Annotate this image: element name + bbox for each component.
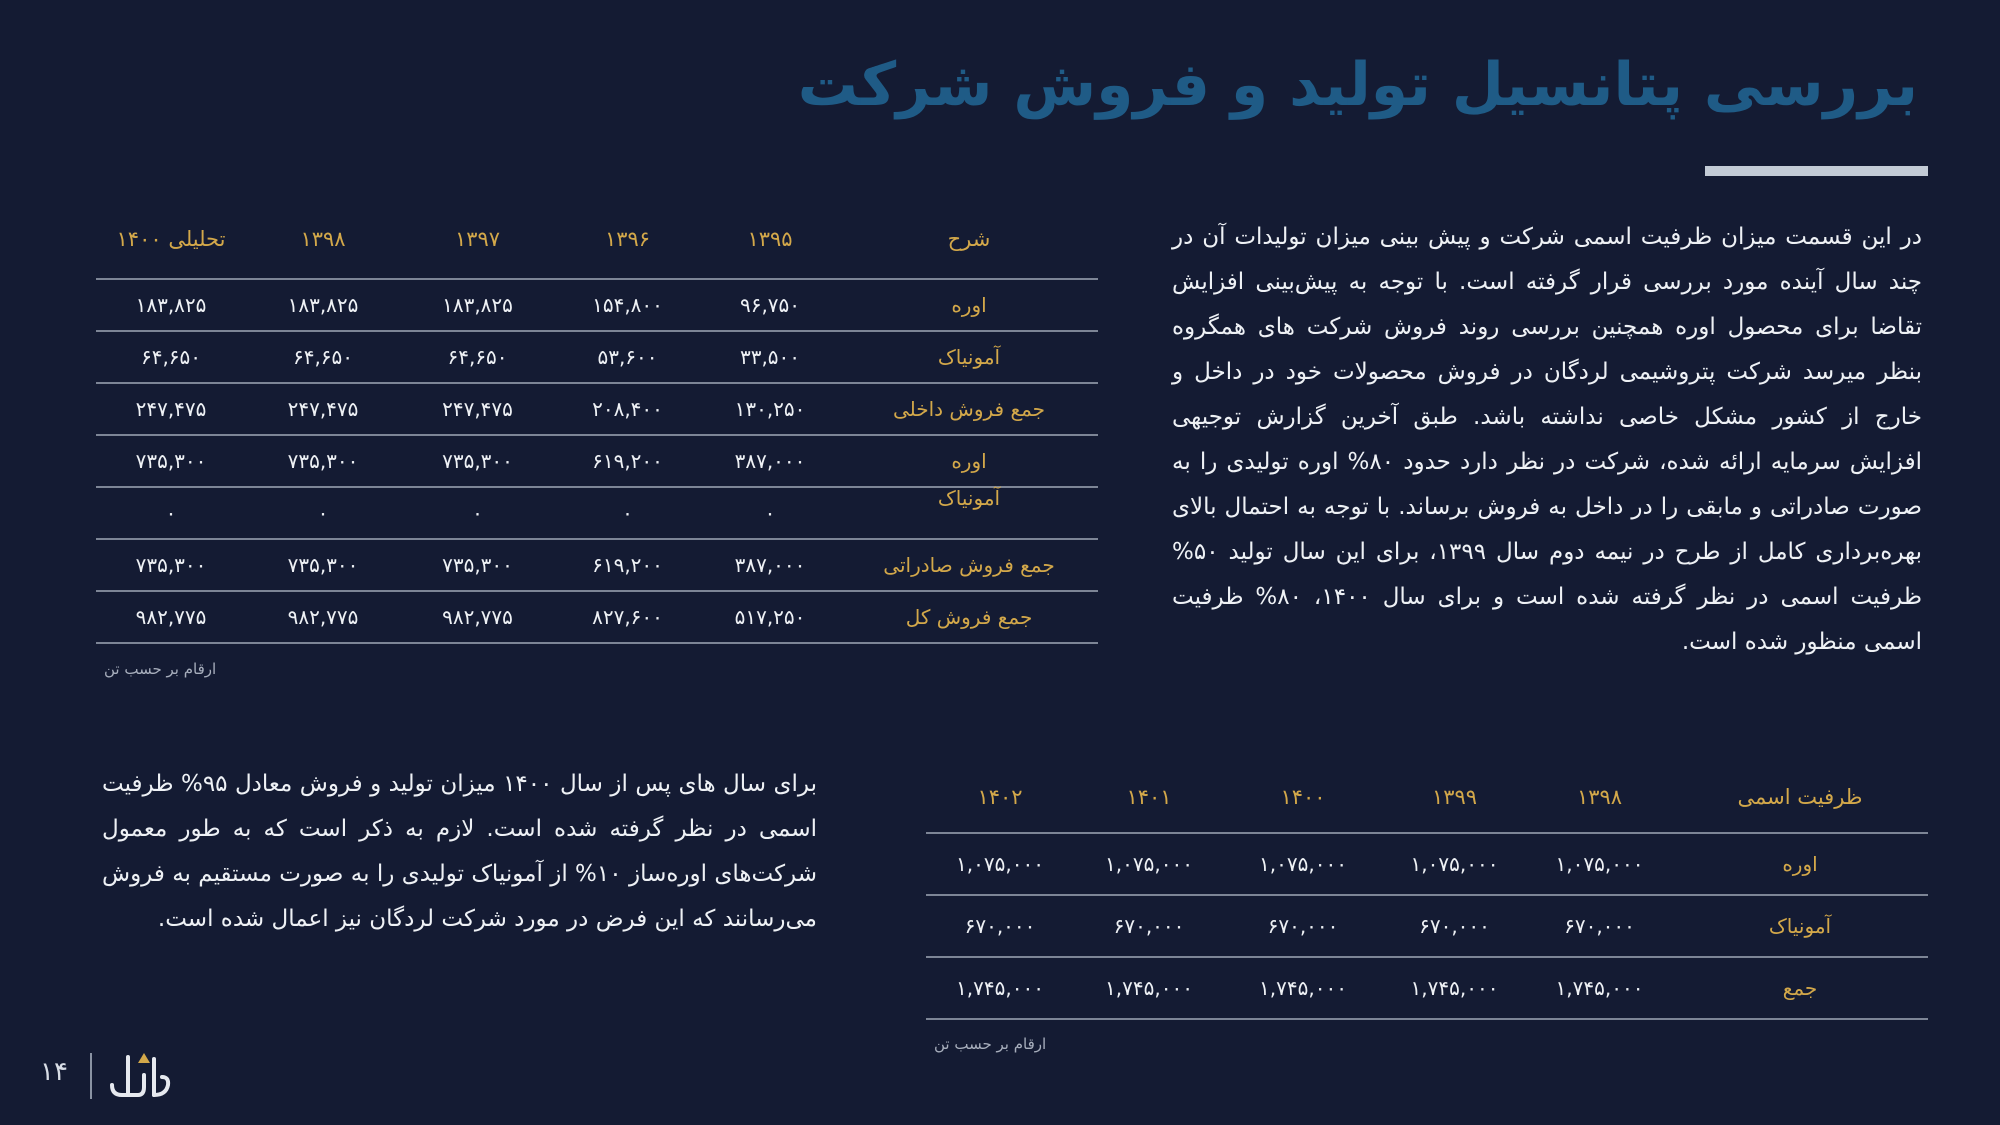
row-label: آمونیاک [840, 487, 1098, 539]
header-cell: ۱۴۰۱ [1126, 785, 1172, 809]
sales-table [96, 200, 1098, 644]
header-cell: ۱۳۹۸ [1576, 785, 1623, 809]
table-row [96, 383, 1098, 435]
title-underline [1705, 166, 1928, 176]
capacity-table-header [926, 762, 1928, 833]
page-title: بررسی پتانسیل تولید و فروش شرکت [797, 50, 1918, 120]
table-cell: ۱۸۳,۸۲۵ [96, 279, 246, 331]
header-cell: ظرفیت اسمی [1737, 785, 1863, 809]
row-label: جمع فروش داخلی [840, 383, 1098, 435]
footer-divider [90, 1053, 92, 1099]
table-cell: ۱۸۳,۸۲۵ [246, 279, 400, 331]
table-cell: ۰ [555, 487, 700, 539]
table-cell: ۱,۰۷۵,۰۰۰ [1382, 833, 1527, 895]
table-cell: ۸۲۷,۶۰۰ [555, 591, 700, 643]
row-label: جمع فروش صادراتی [840, 539, 1098, 591]
page-number: ۱۴ [40, 1057, 68, 1087]
table-cell: ۰ [400, 487, 555, 539]
capacity-table [926, 762, 1928, 1020]
table-cell: ۵۱۷,۲۵۰ [700, 591, 840, 643]
header-cell: شرح [947, 227, 991, 251]
capacity-table-unit-note: ارقام بر حسب تن [934, 1035, 1047, 1053]
table-cell: ۱,۰۷۵,۰۰۰ [1224, 833, 1382, 895]
table-cell: ۱,۷۴۵,۰۰۰ [926, 957, 1074, 1019]
header-cell: تحلیلی ۱۴۰۰ [116, 227, 226, 251]
table-cell: ۱,۰۷۵,۰۰۰ [926, 833, 1074, 895]
table-cell: ۱,۰۷۵,۰۰۰ [1527, 833, 1672, 895]
table-cell: ۹۸۲,۷۷۵ [96, 591, 246, 643]
table-row [96, 279, 1098, 331]
header-cell: ۱۴۰۰ [1280, 785, 1326, 809]
table-cell: ۶۷۰,۰۰۰ [1527, 895, 1672, 957]
sales-table-header [96, 200, 1098, 279]
row-label: اوره [840, 279, 1098, 331]
table-row [926, 833, 1928, 895]
table-row [96, 487, 1098, 539]
dara-logo [108, 1047, 174, 1101]
table-cell: ۱۵۴,۸۰۰ [555, 279, 700, 331]
header-cell: ۱۴۰۲ [977, 785, 1023, 809]
row-label: اوره [840, 435, 1098, 487]
table-row [96, 331, 1098, 383]
table-cell: ۱,۷۴۵,۰۰۰ [1224, 957, 1382, 1019]
header-cell: ۱۳۹۸ [300, 227, 346, 251]
table-cell: ۱,۷۴۵,۰۰۰ [1527, 957, 1672, 1019]
table-cell: ۰ [700, 487, 840, 539]
table-row [926, 957, 1928, 1019]
sales-table-unit-note: ارقام بر حسب تن [104, 660, 217, 678]
assumption-paragraph: برای سال های پس از سال ۱۴۰۰ میزان تولید و فروش معادل ۹۵% ظرفیت اسمی در نظر گرفته شده است. لازم به ذکر است که به طور معمول شرکت‌های اوره‌ساز ۱۰% از آمونیاک تولیدی را به صورت مستقیم به فروش می‌رسانند که این فرض در مورد شرکت لردگان نیز اعمال شده است. [102, 771, 817, 932]
table-cell: ۲۰۸,۴۰۰ [555, 383, 700, 435]
row-label: اوره [1672, 833, 1928, 895]
row-label: آمونیاک [840, 331, 1098, 383]
table-cell: ۱,۷۴۵,۰۰۰ [1382, 957, 1527, 1019]
table-cell: ۳۳,۵۰۰ [700, 331, 840, 383]
table-cell: ۶۷۰,۰۰۰ [1382, 895, 1527, 957]
table-row [96, 591, 1098, 643]
table-cell: ۶۱۹,۲۰۰ [555, 539, 700, 591]
table-cell: ۶۱۹,۲۰۰ [555, 435, 700, 487]
table-row [926, 895, 1928, 957]
table-row [96, 539, 1098, 591]
table-cell: ۶۷۰,۰۰۰ [1074, 895, 1224, 957]
intro-paragraph: در این قسمت میزان ظرفیت اسمی شرکت و پیش بینی میزان تولیدات آن در چند سال آینده مورد بررسی قرار گرفته است. با توجه به پیش‌بینی افزایش تقاضا برای محصول اوره همچنین بررسی روند فروش شرکت های همگروه بنظر میرسد شرکت پتروشیمی لردگان در فروش محصولات خود در داخل و خارج از کشور مشکل خاصی نداشته باشد. طبق آخرین گزارش توجیهی افزایش سرمایه ارائه شده، شرکت در نظر دارد حدود ۸۰% اوره تولیدی را به صورت صادراتی و مابقی را در داخل به فروش برساند. با توجه به احتمال بالای بهره‌برداری کامل از طرح در نیمه دوم سال ۱۳۹۹، برای این سال تولید ۵۰% ظرفیت اسمی در نظر گرفته شده است و برای سال ۱۴۰۰، ۸۰% ظرفیت اسمی منظور شده است. [1172, 224, 1923, 655]
table-cell: ۷۳۵,۳۰۰ [96, 539, 246, 591]
table-cell: ۹۸۲,۷۷۵ [400, 591, 555, 643]
row-label: جمع فروش کل [840, 591, 1098, 643]
table-cell: ۶۴,۶۵۰ [246, 331, 400, 383]
table-cell: ۷۳۵,۳۰۰ [96, 435, 246, 487]
header-cell: ۱۳۹۶ [604, 227, 651, 251]
table-cell: ۳۸۷,۰۰۰ [700, 435, 840, 487]
table-cell: ۶۷۰,۰۰۰ [926, 895, 1074, 957]
table-cell: ۱,۰۷۵,۰۰۰ [1074, 833, 1224, 895]
table-cell: ۶۴,۶۵۰ [96, 331, 246, 383]
table-cell: ۱۸۳,۸۲۵ [400, 279, 555, 331]
table-cell: ۹۶,۷۵۰ [700, 279, 840, 331]
table-cell: ۰ [246, 487, 400, 539]
table-cell: ۷۳۵,۳۰۰ [400, 435, 555, 487]
table-cell: ۳۸۷,۰۰۰ [700, 539, 840, 591]
table-cell: ۶۷۰,۰۰۰ [1224, 895, 1382, 957]
table-cell: ۰ [96, 487, 246, 539]
table-row [96, 435, 1098, 487]
header-cell: ۱۳۹۹ [1431, 785, 1478, 809]
table-cell: ۲۴۷,۴۷۵ [246, 383, 400, 435]
header-cell: ۱۳۹۷ [454, 227, 501, 251]
row-label: جمع [1672, 957, 1928, 1019]
table-cell: ۷۳۵,۳۰۰ [246, 435, 400, 487]
header-cell: ۱۳۹۵ [747, 227, 793, 251]
table-cell: ۵۳,۶۰۰ [555, 331, 700, 383]
table-cell: ۲۴۷,۴۷۵ [400, 383, 555, 435]
table-cell: ۲۴۷,۴۷۵ [96, 383, 246, 435]
table-cell: ۱,۷۴۵,۰۰۰ [1074, 957, 1224, 1019]
row-label: آمونیاک [1672, 895, 1928, 957]
table-cell: ۷۳۵,۳۰۰ [400, 539, 555, 591]
table-cell: ۹۸۲,۷۷۵ [246, 591, 400, 643]
table-cell: ۶۴,۶۵۰ [400, 331, 555, 383]
table-cell: ۷۳۵,۳۰۰ [246, 539, 400, 591]
table-cell: ۱۳۰,۲۵۰ [700, 383, 840, 435]
